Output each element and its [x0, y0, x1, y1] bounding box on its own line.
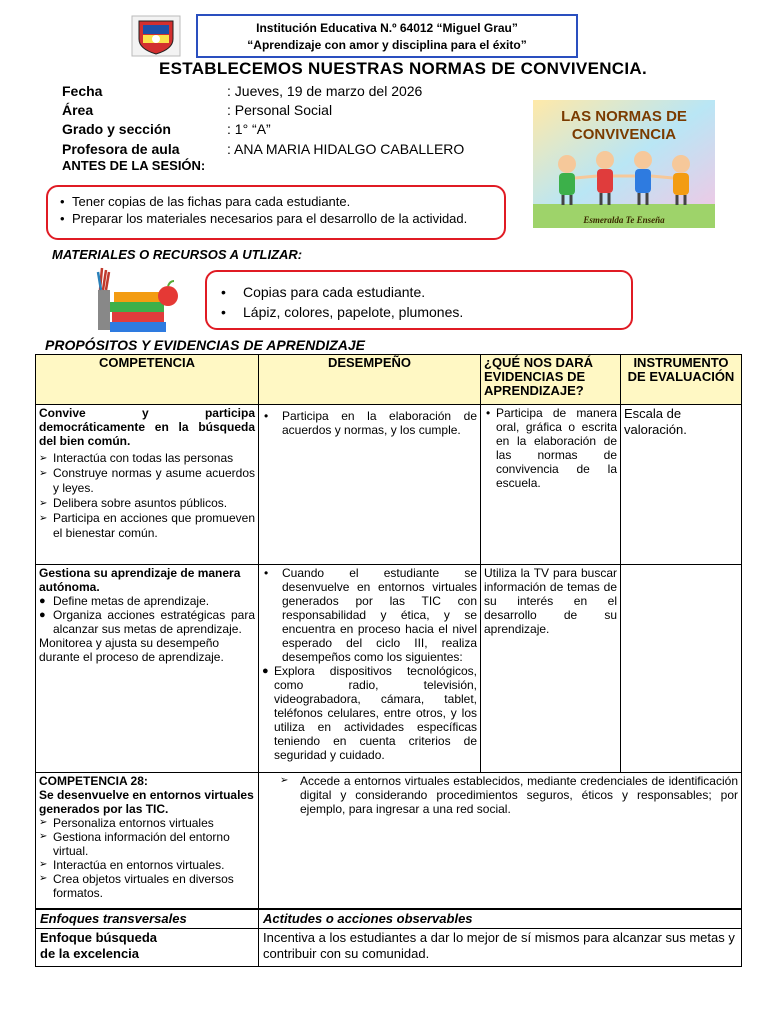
list-item: • Copias para cada estudiante.	[221, 282, 617, 302]
info-value: : Jueves, 19 de marzo del 2026	[227, 83, 423, 99]
competencia-cell	[36, 565, 259, 773]
competencia-title: COMPETENCIA 28:	[39, 774, 148, 788]
header-competencia: COMPETENCIA	[36, 355, 259, 405]
info-value: : Personal Social	[227, 102, 333, 118]
list-item: ➢ Construye normas y asume acuerdos y leyes.	[39, 466, 255, 496]
table-row	[36, 405, 742, 565]
info-label: Grado y sección	[62, 121, 171, 137]
table-row	[36, 929, 742, 967]
school-name: Institución Educativa N.º 64012 “Miguel Grau”	[256, 21, 518, 35]
list-item: • Preparar los materiales necesarios para el desarrollo de la actividad.	[72, 210, 492, 227]
desempeno-cell	[259, 773, 742, 909]
list-item: • Lápiz, colores, papelote, plumones.	[221, 302, 617, 322]
header-instrumento: INSTRUMENTO DE EVALUACIÓN	[621, 355, 742, 405]
header-desempeno: DESEMPEÑO	[259, 355, 481, 405]
list-item: ● Define metas de aprendizaje.	[39, 594, 255, 608]
instrumento-cell	[621, 565, 742, 773]
competencia-subtitle: Se desenvuelve en entornos virtuales generados por las TIC.	[39, 788, 254, 816]
enfoque-name: Enfoque búsqueda	[40, 930, 157, 945]
desempeno-text: ➢ Accede a entornos virtuales establecidos, mediante credenciales de identificación digital y considerando procedimientos seguros, éticos y responsables; por ejemplo, para ingresar a una red social.	[280, 774, 738, 816]
materials-label: MATERIALES O RECURSOS A UTLIZAR:	[52, 247, 303, 262]
enfoques-table	[35, 909, 742, 967]
desempeno-text: • Cuando el estudiante se desenvuelve en entornos virtuales generados por las TIC con responsabilidad y ética, y se encuentra en proceso hacia el nivel esperado del ciclo III, realiza desempeños como los siguientes:	[262, 566, 477, 664]
info-profesora	[62, 140, 464, 159]
instrumento-cell: Escala de valoración.	[621, 405, 742, 565]
table-row	[36, 773, 742, 909]
info-grado	[62, 120, 271, 139]
actitudes-header: Actitudes o acciones observables	[259, 910, 742, 929]
antes-label: ANTES DE LA SESIÓN:	[62, 158, 206, 173]
desempeno-cell	[259, 405, 481, 565]
evidencia-text: • Participa de manera oral, gráfica o escrita en la elaboración de las normas de convivencia de la escuela.	[484, 406, 617, 490]
main-title: ESTABLECEMOS NUESTRAS NORMAS DE CONVIVENCIA.	[159, 59, 647, 78]
list-item: ➢ Interactúa con todas las personas	[39, 451, 255, 466]
propositos-table	[35, 354, 742, 909]
books-pencils-illustration	[92, 266, 184, 336]
materials-box	[205, 270, 633, 330]
competencia-cell	[36, 405, 259, 565]
info-label: Área	[62, 102, 94, 118]
poster-title-2: CONVIVENCIA	[571, 126, 677, 143]
enfoques-header: Enfoques transversales	[36, 910, 259, 929]
info-area	[62, 101, 332, 120]
school-motto: “Aprendizaje con amor y disciplina para el éxito”	[247, 38, 527, 52]
list-item: ➢ Personaliza entornos virtuales	[39, 816, 255, 830]
info-value: : ANA MARIA HIDALGO CABALLERO	[227, 141, 465, 157]
school-logo	[131, 15, 181, 57]
competencia-title: Gestiona su aprendizaje de manera autónoma.	[39, 566, 241, 594]
info-fecha	[62, 82, 422, 101]
info-value: : 1° “A”	[227, 121, 271, 137]
list-item: ➢ Gestiona información del entorno virtual.	[39, 830, 255, 858]
competencia-title: Convive y participa democráticamente en la búsqueda del bien común.	[39, 406, 255, 448]
list-item: ➢ Interactúa en entornos virtuales.	[39, 858, 255, 872]
info-label: Fecha	[62, 83, 103, 99]
info-label: Profesora de aula	[62, 141, 180, 157]
header-evidencias: ¿QUÉ NOS DARÁ EVIDENCIAS DE APRENDIZAJE?	[481, 355, 621, 405]
list-item: ➢ Delibera sobre asuntos públicos.	[39, 496, 255, 511]
list-item: ➢ Participa en acciones que promueven el bienestar común.	[39, 511, 255, 541]
list-item: ➢ Crea objetos virtuales en diversos formatos.	[39, 872, 255, 900]
table-header-row	[36, 355, 742, 405]
desempeno-sub: ● Explora dispositivos tecnológicos, como radio, televisión, videograbadora, cámara, tablet, teléfonos celulares, entre otros, y los utiliza en actividades específicas teniendo en cuenta criterios de seguridad y cuidado.	[262, 664, 477, 762]
list-item: ● Organiza acciones estratégicas para alcanzar sus metas de aprendizaje.	[39, 608, 255, 636]
desempeno-text: • Participa en la elaboración de acuerdos y normas, y los cumple.	[262, 406, 477, 437]
evidencia-cell	[481, 405, 621, 565]
enfoque-name: de la excelencia	[40, 946, 140, 961]
capacidad-extra: Monitorea y ajusta su desempeño durante el proceso de aprendizaje.	[39, 636, 224, 664]
table-header-row	[36, 910, 742, 929]
antes-sesion-box	[46, 185, 506, 240]
enfoque-cell	[36, 929, 259, 967]
convivencia-poster	[533, 100, 715, 228]
school-header-box	[196, 14, 578, 58]
poster-title-1: LAS NORMAS DE	[561, 108, 687, 125]
desempeno-cell	[259, 565, 481, 773]
competencia-cell	[36, 773, 259, 909]
table-row	[36, 565, 742, 773]
evidencia-cell: Utiliza la TV para buscar información de temas de su interés en el desarrollo de su aprendizaje.	[481, 565, 621, 773]
poster-signature: Esmeralda Te Enseña	[583, 215, 665, 225]
propositos-label: PROPÓSITOS Y EVIDENCIAS DE APRENDIZAJE	[45, 337, 366, 353]
accion-cell: Incentiva a los estudiantes a dar lo mejor de sí mismos para alcanzar sus metas y contribuir con su comunidad.	[259, 929, 742, 967]
list-item: • Tener copias de las fichas para cada estudiante.	[72, 193, 492, 210]
